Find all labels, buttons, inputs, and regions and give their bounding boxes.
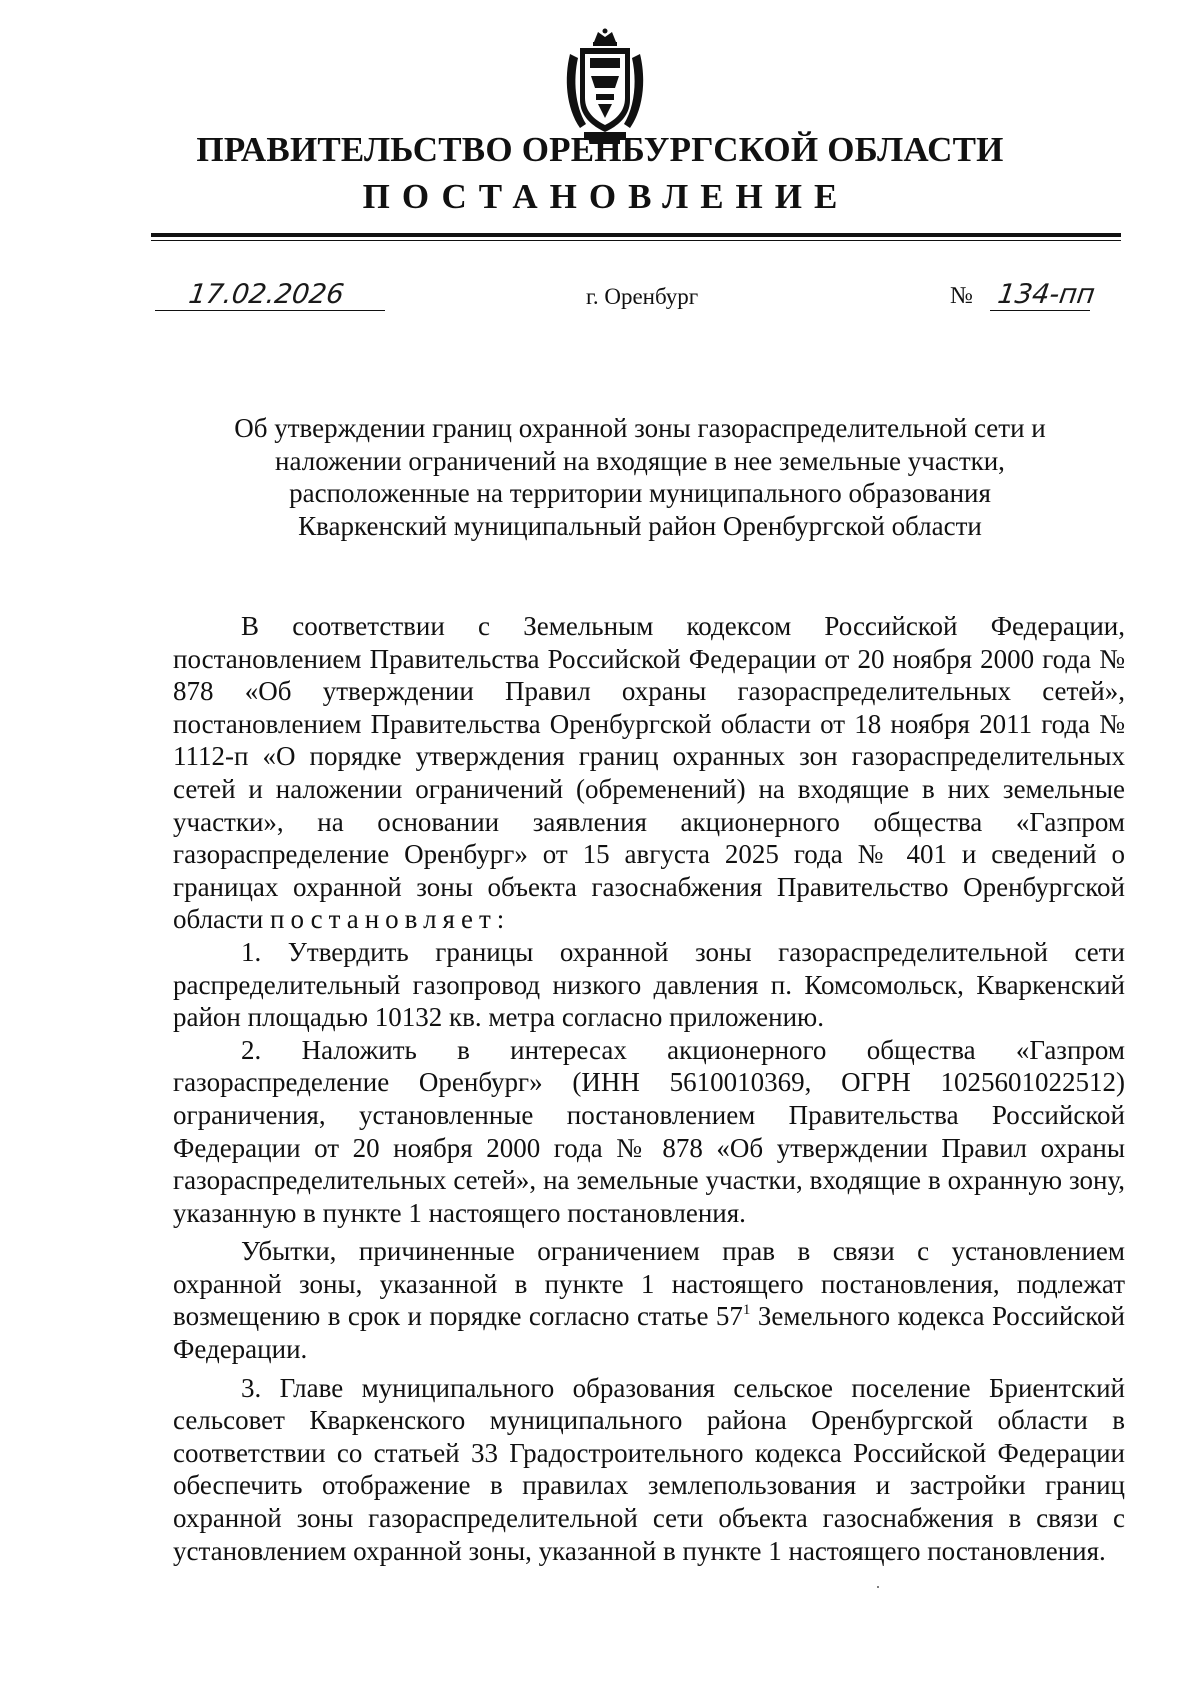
scan-speck — [877, 1586, 879, 1588]
document-type-title: ПОСТАНОВЛЕНИЕ — [362, 177, 850, 216]
preamble-text: В соответствии с Земельным кодексом Российской Федерации, постановлением Правительства Российской Федерации от 20 ноября 2000 года № 878 «Об утверждении Правил охраны газораспределительных сетей», постановлением Правительства Оренбургской области от 18 ноября 2011 года № 1112-п «О порядке утверждения границ охранных зон газораспределительных сетей и наложении ограничений (обременений) на входящие в них земельные участки», на основании заявления акционерного общества «Газпром газораспределение Оренбург» от 15 августа 2025 года № 401 и сведений о границах охранной зоны объекта газоснабжения Правительство Оренбургской области — [173, 611, 1125, 935]
subject-line: наложении ограничений на входящие в нее земельные участки, — [275, 445, 1005, 476]
number-sign: № — [950, 283, 973, 309]
resolves-word: постановляет: — [270, 904, 511, 935]
article-superscript: 1 — [742, 1302, 751, 1319]
item-1-paragraph: 1. Утвердить границы охранной зоны газораспределительной сети распределительный газопровод низкого давления п. Комсомольск, Кваркенский район площадью 10132 кв. метра согласно приложению. — [173, 936, 1125, 1033]
number-handwritten: 134-пп — [995, 279, 1097, 310]
document-number — [950, 279, 1120, 315]
oblast-coat-of-arms-icon — [560, 28, 650, 144]
preamble-paragraph — [173, 610, 1125, 936]
item-3-paragraph: 3. Главе муниципального образования сельское поселение Бриентский сельсовет Кваркенского муниципального района Оренбургской области в соответствии со статьей 33 Градостроительного кодекса Российской Федерации обеспечить отображение в правилах землепользования и застройки границ охранной зоны газораспределительной сети объекта газоснабжения в связи с установлением охранной зоны, указанной в пункте 1 настоящего постановления. — [173, 1372, 1125, 1566]
document-date — [155, 279, 385, 315]
header-divider-thin — [151, 240, 1121, 241]
subject-line: расположенные на территории муниципального образования — [289, 478, 991, 508]
losses-text: Убытки, причиненные ограничением прав в связи с установлением охранной зоны, указанной в пункте 1 настоящего постановления, подлежат возмещению в срок и порядке согласно статье 57 — [173, 1236, 1125, 1332]
number-underline — [990, 310, 1090, 311]
item-2-paragraph: 2. Наложить в интересах акционерного общества «Газпром газораспределение Оренбург» (ИНН 5610010369, ОГРН 1025601022512) ограничения, установленные постановлением Правительства Российской Федерации от 20 ноября 2000 года № 878 «Об утверждении Правил охраны газораспределительных сетей», на земельные участки, входящие в охранную зону, указанную в пункте 1 настоящего постановления. — [173, 1034, 1125, 1228]
subject-line: Об утверждении границ охранной зоны газораспределительной сети и — [234, 413, 1046, 443]
losses-paragraph — [173, 1235, 1125, 1365]
date-underline — [155, 310, 385, 311]
subject-line: Кваркенский муниципальный район Оренбургской области — [298, 510, 982, 541]
organization-title: ПРАВИТЕЛЬСТВО ОРЕНБУРГСКОЙ ОБЛАСТИ — [196, 130, 1004, 169]
document-city: г. Оренбург — [586, 284, 699, 309]
header-divider-thick — [151, 233, 1121, 237]
losses-text-end: Земельного кодекса Российской Федерации. — [173, 1301, 1126, 1365]
document-body — [173, 610, 1125, 1567]
date-handwritten: 17.02.2026 — [186, 279, 346, 310]
document-subject — [160, 412, 1120, 542]
